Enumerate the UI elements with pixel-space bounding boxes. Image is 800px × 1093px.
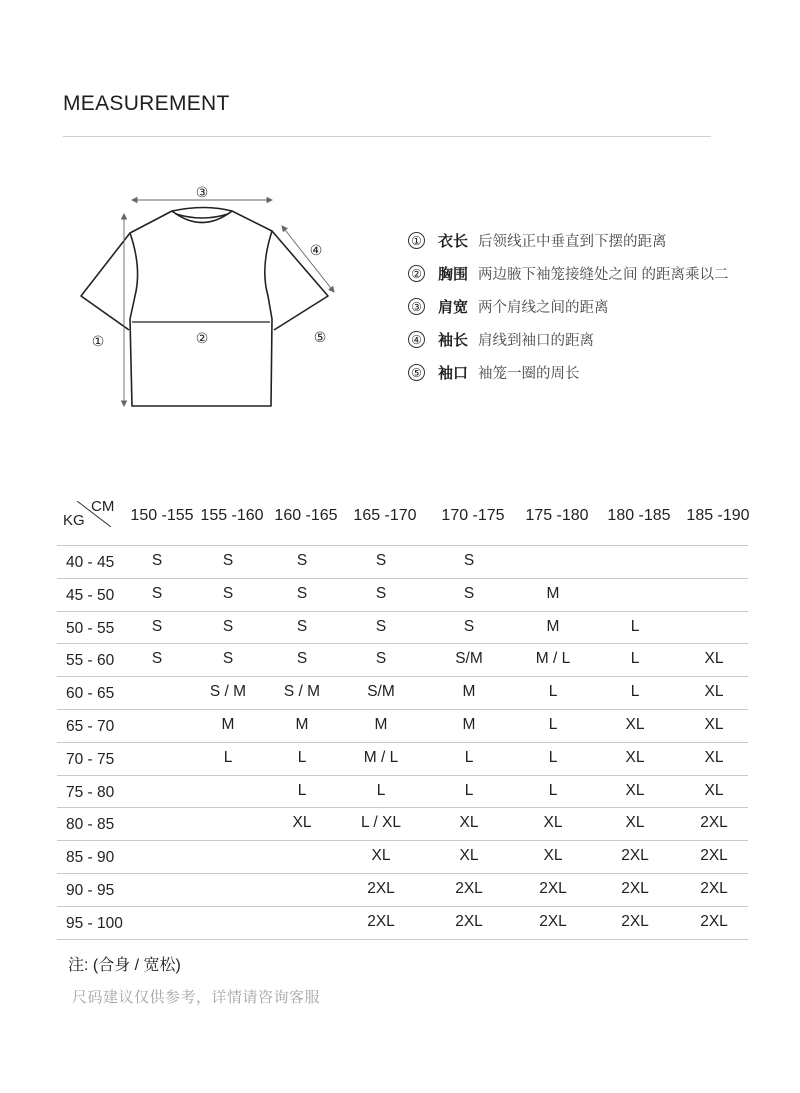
size-cell: XL: [371, 847, 391, 865]
size-cell: S / M: [283, 683, 321, 701]
legend-item-chest: [408, 257, 729, 290]
size-cell: S: [151, 552, 163, 569]
size-cell: XL: [704, 781, 724, 799]
table-header: [57, 495, 748, 546]
table-row: [57, 907, 748, 940]
size-cell: L: [548, 683, 558, 701]
column-header: 160 -165: [274, 507, 338, 524]
size-cell: L: [630, 617, 640, 635]
size-cell: XL: [625, 781, 645, 799]
size-cell: 2XL: [700, 847, 728, 865]
legend-name: 肩宽: [438, 299, 469, 316]
column-header: 185 -190: [686, 507, 750, 524]
weight-range: 85 - 90: [66, 849, 115, 867]
legend-description: 肩线到袖口的距离: [478, 333, 595, 349]
legend-number: ⑤: [408, 364, 425, 381]
size-cell: XL: [543, 847, 563, 865]
size-cell: S: [222, 650, 234, 668]
legend-name: 袖口: [438, 365, 469, 382]
size-cell: M / L: [535, 650, 571, 668]
size-cell: L: [548, 715, 558, 733]
legend-number: ②: [408, 265, 425, 282]
weight-range: 80 - 85: [66, 816, 115, 834]
size-cell: M: [462, 715, 476, 733]
size-cell: 2XL: [367, 912, 395, 930]
size-cell: XL: [704, 650, 724, 668]
legend-description: 袖笼一圈的周长: [478, 366, 580, 382]
marker-chest: ②: [195, 331, 209, 347]
size-cell: L: [630, 683, 640, 701]
size-cell: S: [375, 584, 387, 602]
measurement-legend: [408, 224, 729, 389]
legend-number: ④: [408, 331, 425, 348]
column-header: 175 -180: [525, 507, 589, 524]
size-cell: S: [463, 552, 475, 569]
size-cell: M: [221, 715, 235, 733]
weight-range: 75 - 80: [66, 783, 115, 801]
weight-range: 90 - 95: [66, 881, 115, 899]
size-cell: 2XL: [700, 814, 728, 832]
table-row: [57, 808, 748, 841]
size-cell: 2XL: [455, 912, 483, 930]
size-cell: XL: [625, 748, 645, 766]
size-cell: S: [296, 584, 308, 602]
size-cell: S: [463, 584, 475, 602]
legend-description: 后领线正中垂直到下摆的距离: [478, 234, 667, 250]
size-cell: XL: [625, 715, 645, 733]
size-cell: S: [222, 552, 234, 569]
table-row: [57, 644, 748, 677]
legend-item-sleeve-length: [408, 323, 729, 356]
size-cell: S: [296, 617, 308, 635]
size-cell: M: [295, 715, 309, 733]
size-cell: M: [546, 617, 560, 635]
weight-range: 55 - 60: [66, 652, 115, 670]
size-cell: S: [151, 617, 163, 635]
height-unit-label: CM: [91, 498, 115, 515]
size-cell: 2XL: [700, 879, 728, 897]
legend-number: ①: [408, 232, 425, 249]
weight-range: 70 - 75: [66, 750, 115, 768]
legend-item-length: [408, 224, 729, 257]
column-header: 150 -155: [130, 507, 194, 524]
size-cell: L: [548, 781, 558, 799]
fit-note: 注: (合身 / 宽松): [68, 957, 181, 974]
table-row: [57, 546, 748, 579]
weight-range: 60 - 65: [66, 685, 115, 703]
column-header: 170 -175: [441, 507, 505, 524]
header-diagonal: [77, 501, 111, 527]
table-row: [57, 579, 748, 612]
size-cell: S: [296, 552, 308, 569]
size-cell: M: [462, 683, 476, 701]
size-cell: S: [375, 617, 387, 635]
size-cell: S: [151, 584, 163, 602]
size-cell: S: [151, 650, 163, 668]
size-cell: L: [548, 748, 558, 766]
title-divider: [63, 136, 711, 137]
size-cell: XL: [704, 748, 724, 766]
size-cell: XL: [625, 814, 645, 832]
size-disclaimer: 尺码建议仅供参考，详情请咨询客服: [72, 989, 321, 1006]
table-row: [57, 677, 748, 710]
size-cell: XL: [292, 814, 312, 832]
size-cell: M / L: [363, 748, 399, 766]
weight-range: 65 - 70: [66, 717, 115, 735]
legend-name: 袖长: [438, 332, 469, 349]
size-cell: L: [297, 748, 307, 766]
weight-range: 45 - 50: [66, 586, 115, 604]
size-cell: S: [375, 552, 387, 569]
size-cell: L / XL: [361, 814, 401, 832]
size-cell: L: [630, 650, 640, 668]
legend-name: 胸围: [438, 266, 469, 283]
table-row: [57, 841, 748, 874]
size-cell: XL: [459, 814, 479, 832]
weight-range: 50 - 55: [66, 619, 115, 637]
marker-sleeve-length: ④: [309, 243, 323, 259]
size-cell: XL: [543, 814, 563, 832]
column-header: 155 -160: [200, 507, 264, 524]
size-cell: M: [374, 715, 388, 733]
size-table: [57, 495, 748, 940]
tshirt-diagram: [72, 178, 342, 418]
weight-unit-label: KG: [63, 512, 85, 529]
size-cell: S: [375, 650, 387, 668]
table-row: [57, 612, 748, 645]
size-cell: S: [222, 584, 234, 602]
size-cell: XL: [459, 847, 479, 865]
size-cell: 2XL: [621, 912, 649, 930]
size-cell: L: [223, 748, 233, 766]
size-cell: S: [222, 617, 234, 635]
legend-item-cuff: [408, 356, 729, 389]
legend-description: 两个肩线之间的距离: [478, 300, 609, 316]
legend-number: ③: [408, 298, 425, 315]
page-title: MEASUREMENT: [63, 92, 230, 115]
column-header: 165 -170: [353, 507, 417, 524]
legend-description: 两边腋下袖笼接缝处之间 的距离乘以二: [478, 267, 729, 283]
size-cell: 2XL: [455, 879, 483, 897]
table-body: [57, 546, 748, 940]
size-cell: S/M: [455, 650, 483, 668]
marker-cuff: ⑤: [313, 330, 327, 346]
weight-range: 95 - 100: [66, 914, 123, 932]
table-row: [57, 776, 748, 809]
table-row: [57, 743, 748, 776]
size-cell: 2XL: [539, 879, 567, 897]
marker-length: ①: [91, 334, 105, 350]
size-cell: XL: [704, 715, 724, 733]
size-cell: S/M: [367, 683, 395, 701]
size-cell: 2XL: [367, 879, 395, 897]
weight-range: 40 - 45: [66, 554, 115, 571]
size-cell: S / M: [209, 683, 247, 701]
size-cell: M: [546, 584, 560, 602]
size-cell: S: [463, 617, 475, 635]
size-cell: 2XL: [700, 912, 728, 930]
legend-name: 衣长: [438, 233, 469, 250]
size-cell: L: [464, 781, 474, 799]
size-cell: 2XL: [539, 912, 567, 930]
table-row: [57, 710, 748, 743]
marker-shoulder: ③: [195, 185, 209, 201]
size-cell: L: [297, 781, 307, 799]
table-row: [57, 874, 748, 907]
size-cell: S: [296, 650, 308, 668]
size-cell: XL: [704, 683, 724, 701]
legend-item-shoulder: [408, 290, 729, 323]
size-cell: 2XL: [621, 879, 649, 897]
size-cell: L: [464, 748, 474, 766]
size-cell: L: [376, 781, 386, 799]
column-header: 180 -185: [607, 507, 671, 524]
size-cell: 2XL: [621, 847, 649, 865]
